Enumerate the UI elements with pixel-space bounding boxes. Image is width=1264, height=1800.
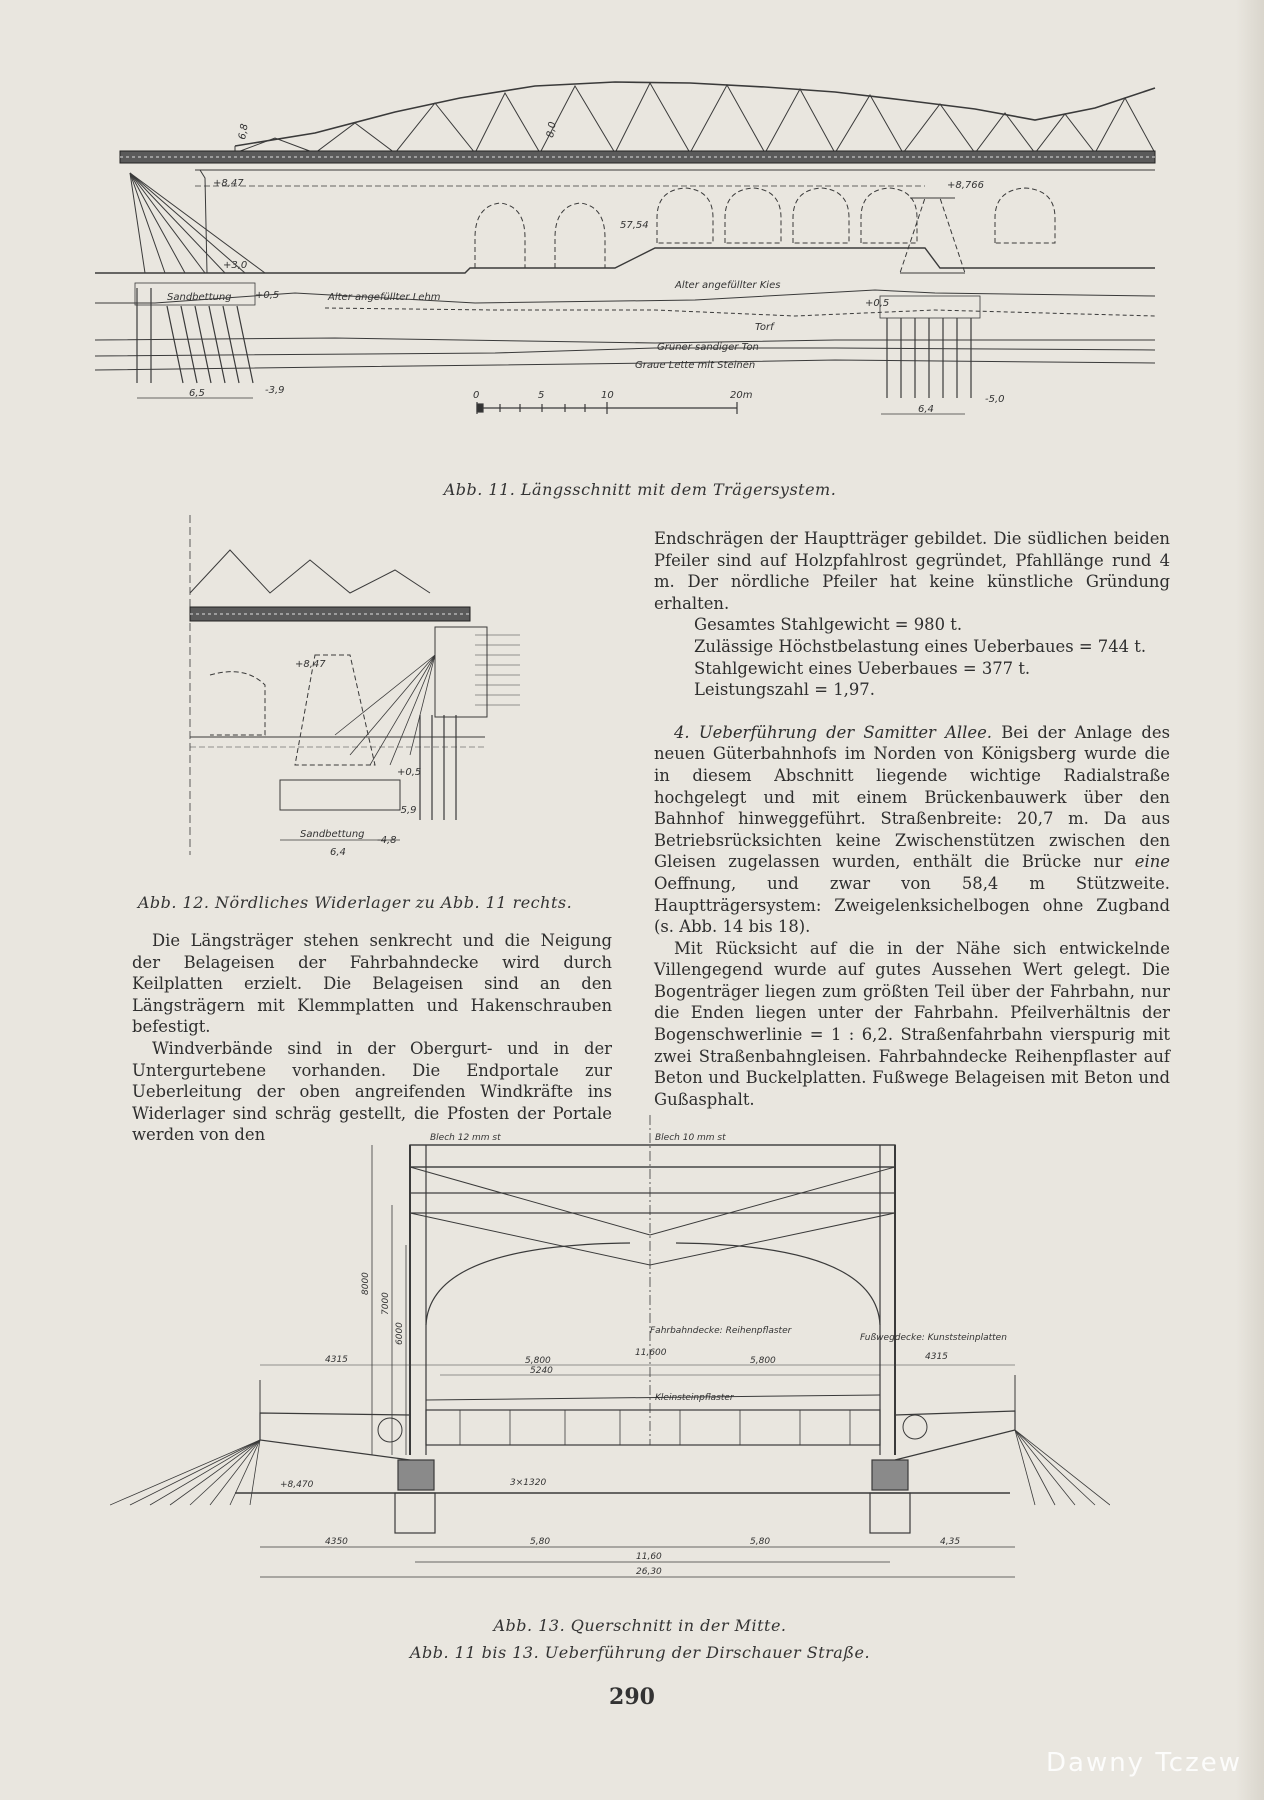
label-plate-top: Blech 12 mm st bbox=[430, 1133, 501, 1143]
fact-total-weight: Gesamtes Stahlgewicht = 980 t. bbox=[694, 615, 963, 635]
label-soil-clay: Alter angefüllter Lehm bbox=[328, 292, 441, 303]
left-column bbox=[132, 930, 612, 1146]
right-column bbox=[654, 528, 1170, 1110]
label-level-bearing-right: +8,766 bbox=[947, 180, 985, 191]
label-height-main: 8,0 bbox=[545, 120, 559, 139]
figure-12-caption: Abb. 12. Nördliches Widerlager zu Abb. 11 rechts. bbox=[137, 893, 573, 912]
label-level-bearing-left: +8,47 bbox=[213, 178, 244, 189]
right-paragraph-2-a: Bei der Anlage des neuen Güterbahnhofs im Norden von Königsberg wurde die in diesem Abschnitt liegende wichtige Radialstraße hochgelegt und mit einem Brückenbauwerk über den Bahnhof hinweggeführt. Straßenbreite: 20,7 m. Da aus Betriebsrücksichten keine Zwischenstützen zwischen den Gleisen zugelassen wurden, enthält die Brücke nur bbox=[654, 722, 1171, 872]
label-height-mid: 7000 bbox=[381, 1292, 391, 1315]
scale-0: 0 bbox=[473, 390, 480, 401]
scale-bar bbox=[477, 402, 737, 414]
right-walkway bbox=[895, 1411, 1015, 1460]
label-soil-green-clay: Grüner sandiger Ton bbox=[657, 342, 759, 353]
label-height-total: 8000 bbox=[361, 1272, 371, 1295]
fact-performance: Leistungszahl = 1,97. bbox=[694, 680, 875, 700]
label-level-water-left: +0,5 bbox=[255, 290, 280, 301]
figures-11-13-caption: Abb. 11 bis 13. Ueberführung der Dirschauer Straße. bbox=[409, 1643, 871, 1662]
page-number: 290 bbox=[609, 1684, 655, 1710]
label-deck: Fahrbahndecke: Reihenpflaster bbox=[650, 1326, 792, 1336]
right-paragraph-2 bbox=[654, 722, 1170, 938]
label-abut-width: 6,4 bbox=[330, 847, 346, 858]
left-embankment bbox=[110, 1440, 260, 1505]
label-width-right: 6,4 bbox=[918, 404, 934, 415]
vault-openings bbox=[475, 188, 1055, 268]
scale-10: 10 bbox=[601, 390, 614, 401]
right-paragraph-2-b: Oeffnung, und zwar von 58,4 m Stützweite. Hauptträgersystem: Zweigelenksichelbogen ohne Zugband (s. Abb. 14 bis 18). bbox=[654, 873, 1170, 937]
label-level-pile-left: -3,9 bbox=[265, 385, 285, 396]
fact-span-weight: Stahlgewicht eines Ueberbaues = 377 t. bbox=[694, 658, 1031, 678]
road-deck bbox=[426, 1410, 880, 1445]
figure-11-caption: Abb. 11. Längsschnitt mit dem Trägersystem. bbox=[443, 480, 837, 499]
figure-11-longitudinal-section bbox=[95, 78, 1180, 473]
label-total-a: 11,60 bbox=[636, 1552, 662, 1562]
label-abut-level-b: -5,9 bbox=[397, 805, 417, 816]
label-level-base: +8,470 bbox=[280, 1480, 314, 1490]
label-height-low: 6000 bbox=[395, 1322, 405, 1345]
right-embankment bbox=[1015, 1430, 1110, 1505]
label-walk: Fußwegdecke: Kunststeinplatten bbox=[860, 1333, 1007, 1343]
soil-layers bbox=[95, 290, 1155, 370]
label-level-water-right: +0,5 bbox=[865, 298, 890, 309]
figure-13-cross-section bbox=[110, 1115, 1110, 1605]
label-abut-level-c: -4,8 bbox=[377, 835, 397, 846]
label-bottom-left: 4350 bbox=[325, 1537, 348, 1547]
ground-profile bbox=[95, 248, 1155, 273]
label-half-right: 5,800 bbox=[750, 1356, 776, 1366]
label-sheet: Blech 10 mm st bbox=[655, 1133, 726, 1143]
label-level-ground: +3,0 bbox=[223, 260, 248, 271]
label-abut-level-top: +8,47 bbox=[295, 659, 326, 670]
label-soil-gravel: Alter angefüllter Kies bbox=[675, 280, 781, 291]
right-paragraph-2-emphasis: eine bbox=[1134, 852, 1170, 872]
label-abut-bed: Sandbettung bbox=[300, 829, 365, 840]
abutment-truss bbox=[190, 550, 430, 593]
label-clearance: 57,54 bbox=[620, 220, 649, 231]
figure-13-caption: Abb. 13. Querschnitt in der Mitte. bbox=[493, 1616, 787, 1635]
figure-12-north-abutment bbox=[185, 515, 525, 870]
fact-max-load: Zulässige Höchstbelastung eines Ueberbaues = 744 t. bbox=[694, 636, 1147, 656]
left-paragraph-2: Windverbände sind in der Obergurt- und in der Untergurtebene vorhanden. Die Endportale zur Ueberleitung der oben angreifenden Windkräfte ins Widerlager sind schräg gestellt, die Pfosten der Portale werden von den bbox=[132, 1038, 612, 1145]
scale-20: 20m bbox=[730, 390, 753, 401]
label-soil-sand: Sandbettung bbox=[167, 292, 232, 303]
label-height-top-left: 6,8 bbox=[237, 122, 251, 141]
label-stringers: 3×1320 bbox=[510, 1478, 547, 1488]
scale-5: 5 bbox=[538, 390, 545, 401]
label-soil-grey-loam: Graue Lette mit Steinen bbox=[635, 360, 756, 371]
label-level-pile-right: -5,0 bbox=[985, 394, 1005, 405]
label-soil-peat: Torf bbox=[755, 322, 774, 333]
label-bottom-right: 4,35 bbox=[940, 1537, 961, 1547]
label-paving: Kleinsteinpflaster bbox=[655, 1393, 734, 1403]
label-half-left: 5,800 bbox=[525, 1356, 551, 1366]
right-pier bbox=[900, 198, 965, 273]
left-walkway bbox=[260, 1413, 410, 1460]
label-walk-left: 4315 bbox=[325, 1355, 348, 1365]
label-center: 11,600 bbox=[635, 1348, 667, 1358]
label-abut-level-a: +0,5 bbox=[397, 767, 422, 778]
left-abutment bbox=[130, 170, 265, 273]
right-paragraph-3: Mit Rücksicht auf die in der Nähe sich entwickelnde Villengegend wurde auf gutes Aussehen Wert gelegt. Die Bogenträger liegen zum größten Teil über der Fahrbahn, nur die Enden liegen unter der Fahrbahn. Pfeilverhältnis der Bogenschwerlinie = 1 : 6,2. Straßenfahrbahn vierspurig mit zwei Straßenbahngleisen. Fahrbahndecke Reihenpflaster auf Beton und Buckelplatten. Fußwege Belageisen mit Beton und Gußasphalt. bbox=[654, 938, 1170, 1109]
watermark: Dawny Tczew bbox=[1045, 1748, 1242, 1778]
label-total-b: 26,30 bbox=[636, 1567, 662, 1577]
right-paragraph-1: Endschrägen der Hauptträger gebildet. Die südlichen beiden Pfeiler sind auf Holzpfahlrost gegründet, Pfahllänge rund 4 m. Der nördliche Pfeiler hat keine künstliche Gründung erhalten. bbox=[654, 529, 1170, 613]
section-heading-samitter-allee: 4. Ueberführung der Samitter Allee. bbox=[674, 722, 993, 742]
portal-top-girder bbox=[410, 1145, 895, 1167]
left-paragraph-1: Die Längsträger stehen senkrecht und die Neigung der Belageisen der Fahrbahndecke wird durch Keilplatten erzielt. Die Belageisen sind an den Längsträgern mit Klemmplatten und Hakenschrauben befestigt. bbox=[132, 931, 612, 1037]
label-width-left: 6,5 bbox=[189, 388, 205, 399]
page-edge-shadow bbox=[1236, 0, 1264, 1800]
label-walk-right: 4315 bbox=[925, 1352, 948, 1362]
label-inner: 5240 bbox=[530, 1366, 553, 1376]
label-bottom-mid-right: 5,80 bbox=[750, 1537, 771, 1547]
label-bottom-mid-left: 5,80 bbox=[530, 1537, 551, 1547]
